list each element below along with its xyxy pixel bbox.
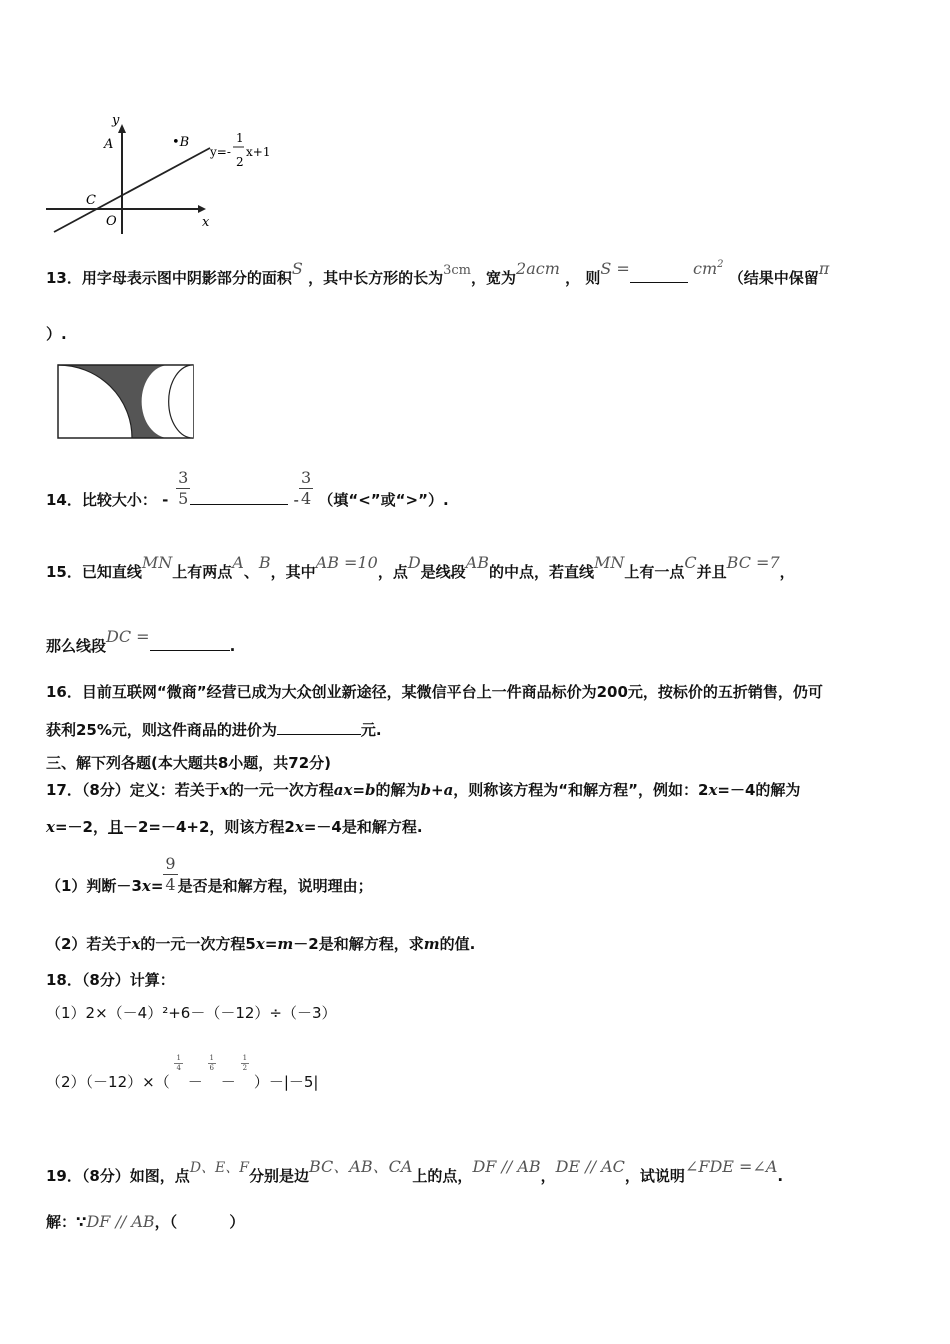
question-17-line2: x=－2，且－2=－4+2，则该方程2x=－4是和解方程.: [46, 818, 423, 836]
question-18-title: 18．（8分）计算：: [46, 971, 175, 989]
section-3-heading: 三、解下列各题(本大题共8小题，共72分): [46, 754, 332, 772]
question-15-line2: 那么线段DC = .: [46, 627, 236, 655]
answer-blank-14[interactable]: [190, 490, 288, 505]
graph-label-c: C: [86, 193, 96, 208]
fraction-1-2: $\frac{1}{2}$: [242, 1054, 248, 1072]
graph-eq-den: 2: [236, 155, 244, 169]
fraction-1-6: $\frac{1}{6}$: [209, 1054, 214, 1072]
half-circle-arc: [169, 365, 193, 438]
shaded-region: [58, 365, 169, 438]
question-16-line1: 16．目前互联网“微商”经营已成为大众创业新途径，某微信平台上一件商品标价为200元，按标价的五折销售，仍可: [46, 683, 823, 701]
answer-blank-16[interactable]: [277, 720, 361, 735]
question-17-line1: 17．（8分）定义：若关于x的一元一次方程ax=b的解为b+a，则称该方程为“和解方程”，例如：2x=－4的解为: [46, 781, 801, 799]
fraction-9-4: $\frac{9}{4}$: [165, 854, 176, 894]
graph-label-a: A: [104, 137, 114, 152]
fraction-3-4: $\frac{3}{4}$: [300, 468, 312, 508]
linear-graph-figure: [40, 108, 290, 238]
shaded-rectangle-figure: [57, 364, 195, 440]
question-17-part1: （1）判断－3x= $\frac{9}{4}$ 是否是和解方程，说明理由；: [46, 854, 373, 895]
question-18-part2: （2）（－12）×（ $\frac{1}{4}$ － $\frac{1}{6}$ － $\frac{1}{2}$ ）－|－5|: [46, 1054, 319, 1091]
question-15: 15．已知直线MN上有两点A、B，其中AB =10，点D是线段AB的中点，若直线MN上有一点C并且BC =7，: [46, 553, 795, 581]
answer-blank-15[interactable]: [150, 636, 230, 651]
graph-line: [54, 148, 210, 232]
fraction-3-5: $\frac{3}{5}$: [178, 468, 189, 508]
x-axis-arrow: [198, 205, 206, 213]
graph-eq-prefix: y=-: [210, 145, 231, 159]
question-18-part1: （1）2×（－4）²+6－（－12）÷（－3）: [46, 1004, 337, 1022]
graph-label-x: x: [202, 215, 210, 230]
question-19: 19．（8分）如图，点D、E、F分别是边BC、AB、CA上的点，DF // AB，DE // AC，试说明∠FDE =∠A.: [46, 1157, 784, 1185]
question-14: 14．比较大小： - $\frac{3}{5}$ - $\frac{3}{4}$ （填“<”或“>”）.: [46, 468, 449, 509]
question-13-close: ）.: [46, 325, 67, 343]
question-17-part2: （2）若关于x的一元一次方程5x=m－2是和解方程，求m的值.: [46, 935, 476, 953]
graph-label-b: •B: [172, 135, 190, 150]
graph-eq-suffix: x+1: [246, 145, 271, 159]
question-19-solution: 解：∵DF // AB，（ ）: [46, 1212, 245, 1231]
fraction-1-4: $\frac{1}{4}$: [176, 1054, 181, 1072]
graph-eq-num: 1: [236, 131, 244, 145]
graph-label-y: y: [112, 113, 120, 128]
question-13: 13．用字母表示图中阴影部分的面积S ，其中长方形的长为3cm，宽为2acm ， 则$S = cm^2$ （结果中保留π: [46, 259, 830, 287]
answer-blank-13[interactable]: [630, 268, 688, 283]
question-16-line2: 获利25%元，则这件商品的进价为 元.: [46, 721, 382, 739]
graph-label-o: O: [106, 214, 117, 229]
